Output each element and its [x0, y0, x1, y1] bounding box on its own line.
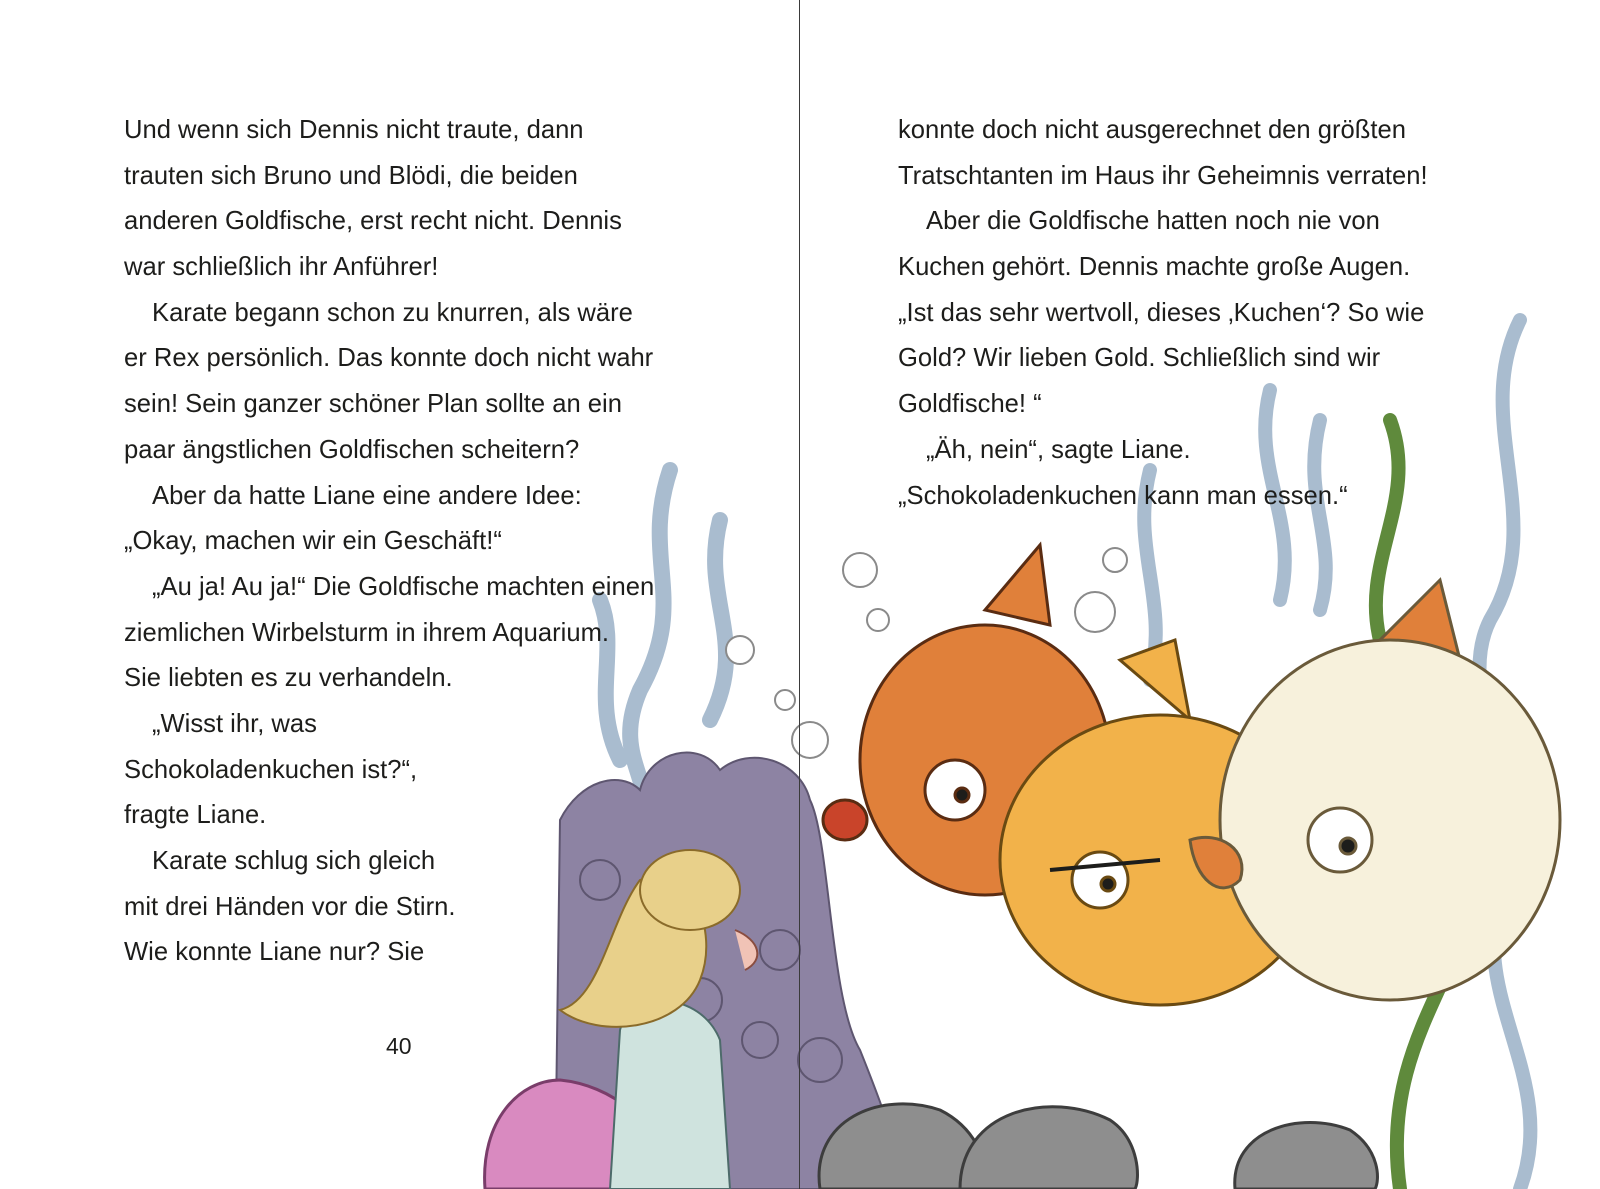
- text-line: er Rex persönlich. Das konnte doch nicht wahr: [124, 344, 654, 373]
- text-line: „Äh, nein“, sagte Liane.: [926, 435, 1191, 464]
- left-page: [0, 0, 799, 1189]
- text-line: sein! Sein ganzer schöner Plan sollte an ein: [124, 390, 622, 419]
- left-page-text: [124, 108, 654, 976]
- text-line: paar ängstlichen Goldfischen scheitern?: [124, 435, 580, 464]
- text-line: mit drei Händen vor die Stirn.: [124, 892, 456, 921]
- text-line: „Ist das sehr wertvoll, dieses ‚Kuchen‘? So wie: [898, 298, 1425, 327]
- text-line: Aber da hatte Liane eine andere Idee:: [152, 481, 582, 510]
- text-line: fragte Liane.: [124, 801, 267, 830]
- text-line: Karate begann schon zu knurren, als wäre: [152, 298, 633, 327]
- text-line: Tratschtanten im Haus ihr Geheimnis verraten!: [898, 161, 1428, 190]
- text-line: Sie liebten es zu verhandeln.: [124, 664, 453, 693]
- text-line: anderen Goldfische, erst recht nicht. Dennis: [124, 207, 622, 236]
- text-line: „Okay, machen wir ein Geschäft!“: [124, 527, 502, 556]
- text-line: ziemlichen Wirbelsturm in ihrem Aquarium.: [124, 618, 610, 647]
- text-line: trauten sich Bruno und Blödi, die beiden: [124, 161, 578, 190]
- text-line: „Wisst ihr, was: [152, 709, 317, 738]
- page-number: 40: [386, 1033, 412, 1059]
- text-line: Gold? Wir lieben Gold. Schließlich sind wir: [898, 344, 1381, 373]
- text-line: konnte doch nicht ausgerechnet den größten: [898, 116, 1406, 144]
- text-line: war schließlich ihr Anführer!: [124, 253, 439, 282]
- text-line: Kuchen gehört. Dennis machte große Augen.: [898, 253, 1411, 282]
- right-page-text: [898, 108, 1428, 519]
- text-line: „Au ja! Au ja!“ Die Goldfische machten einen: [152, 572, 655, 601]
- text-line: Aber die Goldfische hatten noch nie von: [926, 207, 1380, 236]
- text-line: Schokoladenkuchen ist?“,: [124, 755, 418, 784]
- text-line: Wie konnte Liane nur? Sie: [124, 938, 425, 967]
- text-line: „Schokoladenkuchen kann man essen.“: [898, 481, 1348, 510]
- text-line: Und wenn sich Dennis nicht traute, dann: [124, 116, 584, 144]
- text-line: Goldfische! “: [898, 390, 1042, 419]
- text-line: Karate schlug sich gleich: [152, 847, 436, 875]
